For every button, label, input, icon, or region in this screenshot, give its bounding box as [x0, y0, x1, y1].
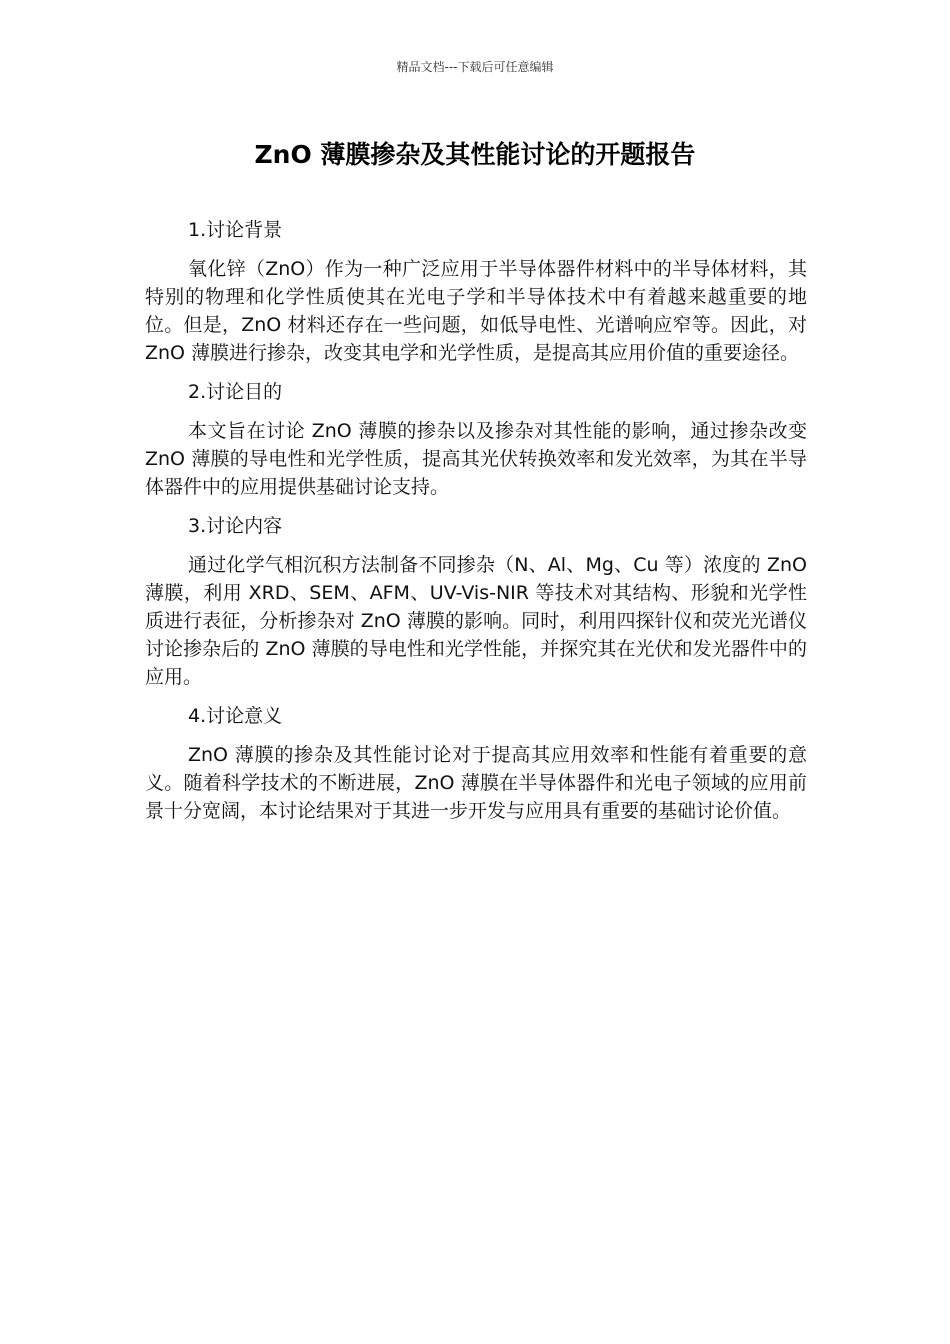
header-note: 精品文档---下载后可任意编辑: [396, 60, 554, 74]
section-heading: 2.讨论目的: [188, 381, 283, 403]
section-paragraph: ZnO 薄膜的掺杂及其性能讨论对于提高其应用效率和性能有着重要的意义。随着科学技术的不断进展，ZnO 薄膜在半导体器件和光电子领域的应用前景十分宽阔，本讨论结果对于其进一步开发与应用具有重要的基础讨论价值。: [145, 744, 807, 822]
section-heading: 3.讨论内容: [188, 515, 283, 537]
document-body: [145, 216, 807, 836]
section-paragraph: 本文旨在讨论 ZnO 薄膜的掺杂以及掺杂对其性能的影响，通过掺杂改变 ZnO 薄膜的导电性和光学性质，提高其光伏转换效率和发光效率，为其在半导体器件中的应用提供基础讨论支持。: [145, 420, 807, 498]
section-content: [145, 512, 807, 691]
section-heading: 4.讨论意义: [188, 705, 283, 727]
section-significance: [145, 702, 807, 825]
section-background: [145, 216, 807, 367]
section-paragraph: 氧化锌（ZnO）作为一种广泛应用于半导体器件材料中的半导体材料，其特别的物理和化学性质使其在光电子学和半导体技术中有着越来越重要的地位。但是，ZnO 材料还存在一些问题，如低导电性、光谱响应窄等。因此，对 ZnO 薄膜进行掺杂，改变其电学和光学性质，是提高其应用价值的重要途径。: [145, 258, 807, 364]
document-title: ZnO 薄膜掺杂及其性能讨论的开题报告: [254, 140, 696, 169]
section-purpose: [145, 378, 807, 501]
section-heading: 1.讨论背景: [188, 219, 283, 241]
section-paragraph: 通过化学气相沉积方法制备不同掺杂（N、Al、Mg、Cu 等）浓度的 ZnO 薄膜，利用 XRD、SEM、AFM、UV-Vis-NIR 等技术对其结构、形貌和光学性质进行表征，分析掺杂对 ZnO 薄膜的影响。同时，利用四探针仪和荧光光谱仪讨论掺杂后的 ZnO 薄膜的导电性和光学性能，并探究其在光伏和发光器件中的应用。: [145, 554, 807, 688]
